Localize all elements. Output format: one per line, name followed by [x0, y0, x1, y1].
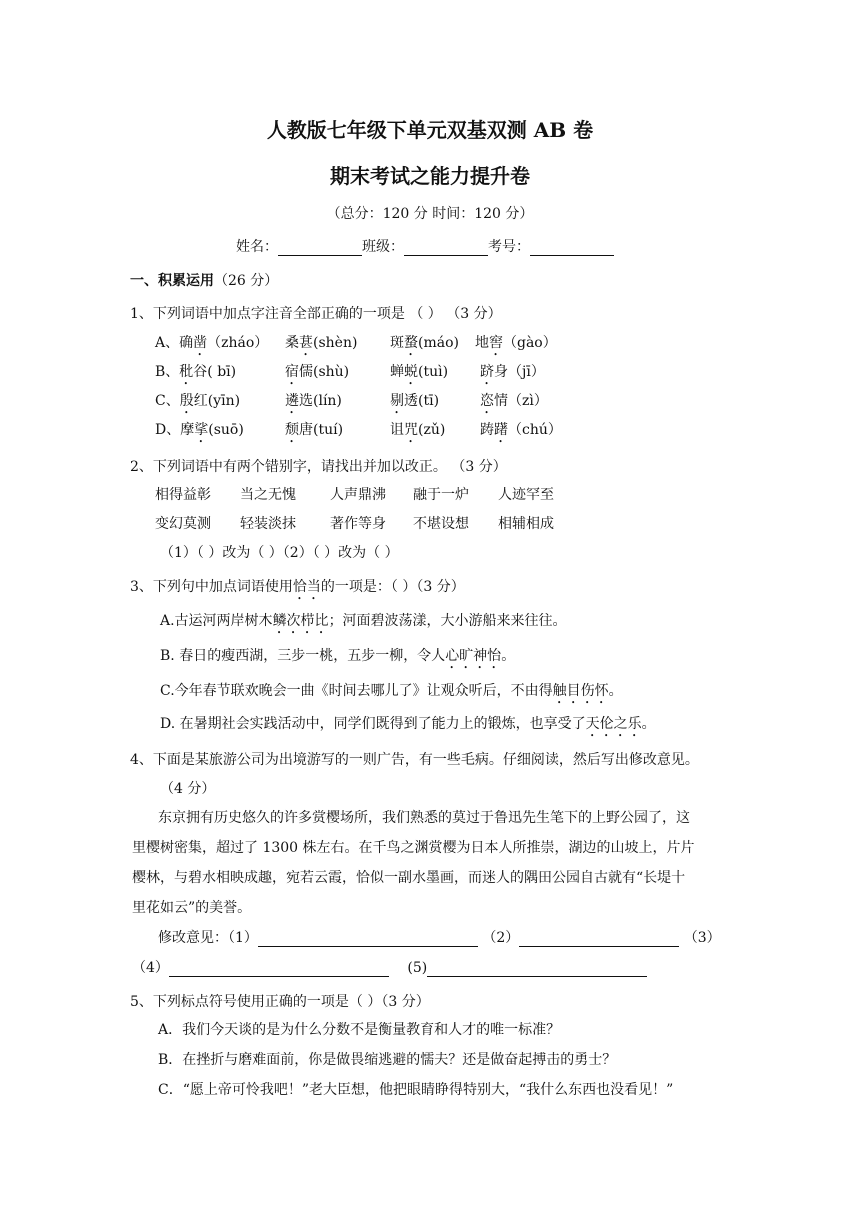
number-label: 考号：	[488, 239, 530, 255]
number-blank[interactable]	[530, 239, 614, 256]
q4-answer-row-1: 修改意见：（1） （2） （3）	[158, 930, 721, 946]
q2-answer-line[interactable]: （1）（ ）改为（ ）（2）（ ）改为（ ）	[160, 545, 399, 561]
name-label: 姓名：	[236, 239, 278, 255]
q3-option-b[interactable]: B. 春日的瘦西湖，三步一桃，五步一柳，令人心旷神怡。	[160, 648, 516, 664]
exam-title: 人教版七年级下单元双基双测 AB 卷	[266, 118, 594, 142]
q4-blank-2[interactable]	[519, 930, 679, 947]
q4-answer-row-2: （4） (5)	[132, 957, 647, 977]
q4-points: （4 分）	[160, 781, 216, 797]
q3-stem: 3、下列句中加点词语使用恰当的一项是：（ ）（3 分）	[130, 579, 465, 595]
q4-passage-line-4: 里花如云”的美誉。	[132, 900, 252, 916]
q4-blank-4[interactable]	[169, 960, 389, 977]
q3-option-a[interactable]: A.古运河两岸树木鳞次栉比；河面碧波荡漾，大小游船来来往往。	[160, 613, 567, 629]
name-blank[interactable]	[278, 239, 362, 256]
q4-passage-line-2: 里樱树密集，超过了 1300 株左右。在千鸟之渊赏樱为日本人所推崇，湖边的山坡上，片片	[132, 840, 695, 856]
student-info-row	[236, 236, 614, 256]
q3-option-d[interactable]: D. 在暑期社会实践活动中，同学们既得到了能力上的锻炼，也享受了天伦之乐。	[160, 716, 656, 732]
q4-passage-line-3: 樱林，与碧水相映成趣，宛若云霞，恰似一副水墨画，而迷人的隅田公园自古就有“长堤十	[132, 870, 686, 886]
q5-option-a[interactable]: A．我们今天谈的是为什么分数不是衡量教育和人才的唯一标准？	[158, 1022, 561, 1038]
section-heading: 一、积累运用（26 分）	[130, 273, 279, 289]
q1-option-d[interactable]: D、摩挲(suō) 颓唐(tuí) 诅咒(zǔ) 踌躇（chú）	[155, 422, 562, 438]
q1-option-c[interactable]: C、殷红(yīn) 遴选(lín) 剔透(tī) 恣情（zì）	[155, 393, 548, 409]
q1-option-b[interactable]: B、秕谷( bī) 宿儒(shù) 蝉蜕(tuì) 跻身（jī）	[155, 364, 545, 380]
q4-blank-5[interactable]	[427, 960, 647, 977]
q4-stem: 4、下面是某旅游公司为出境游写的一则广告，有一些毛病。仔细阅读，然后写出修改意见。	[130, 752, 699, 768]
q3-option-c[interactable]: C.今年春节联欢晚会一曲《时间去哪儿了》让观众听后，不由得触目伤怀。	[160, 683, 623, 699]
q5-option-c[interactable]: C．“愿上帝可怜我吧！”老大臣想，他把眼睛睁得特别大，“我什么东西也没看见！”	[158, 1082, 674, 1098]
q1-stem: 1、下列词语中加点字注音全部正确的一项是 （ ） （3 分）	[130, 306, 502, 322]
class-blank[interactable]	[404, 239, 488, 256]
q5-option-b[interactable]: B．在挫折与磨难面前，你是做畏缩逃避的懦夫？还是做奋起搏击的勇士？	[158, 1052, 617, 1068]
q4-blank-1[interactable]	[258, 930, 478, 947]
q5-stem: 5、下列标点符号使用正确的一项是（ ）（3 分）	[130, 994, 430, 1010]
exam-info: （总分：120 分 时间：120 分）	[326, 206, 534, 222]
class-label: 班级：	[362, 239, 404, 255]
q4-passage-line-1: 东京拥有历史悠久的许多赏樱场所，我们熟悉的莫过于鲁迅先生笔下的上野公园了，这	[158, 810, 690, 826]
q1-option-a[interactable]: A、确凿（zháo） 桑葚(shèn) 斑蝥(máo) 地窖（gào）	[155, 335, 557, 351]
exam-subtitle: 期末考试之能力提升卷	[330, 164, 530, 188]
q2-stem: 2、下列词语中有两个错别字，请找出并加以改正。 （3 分）	[130, 459, 507, 475]
